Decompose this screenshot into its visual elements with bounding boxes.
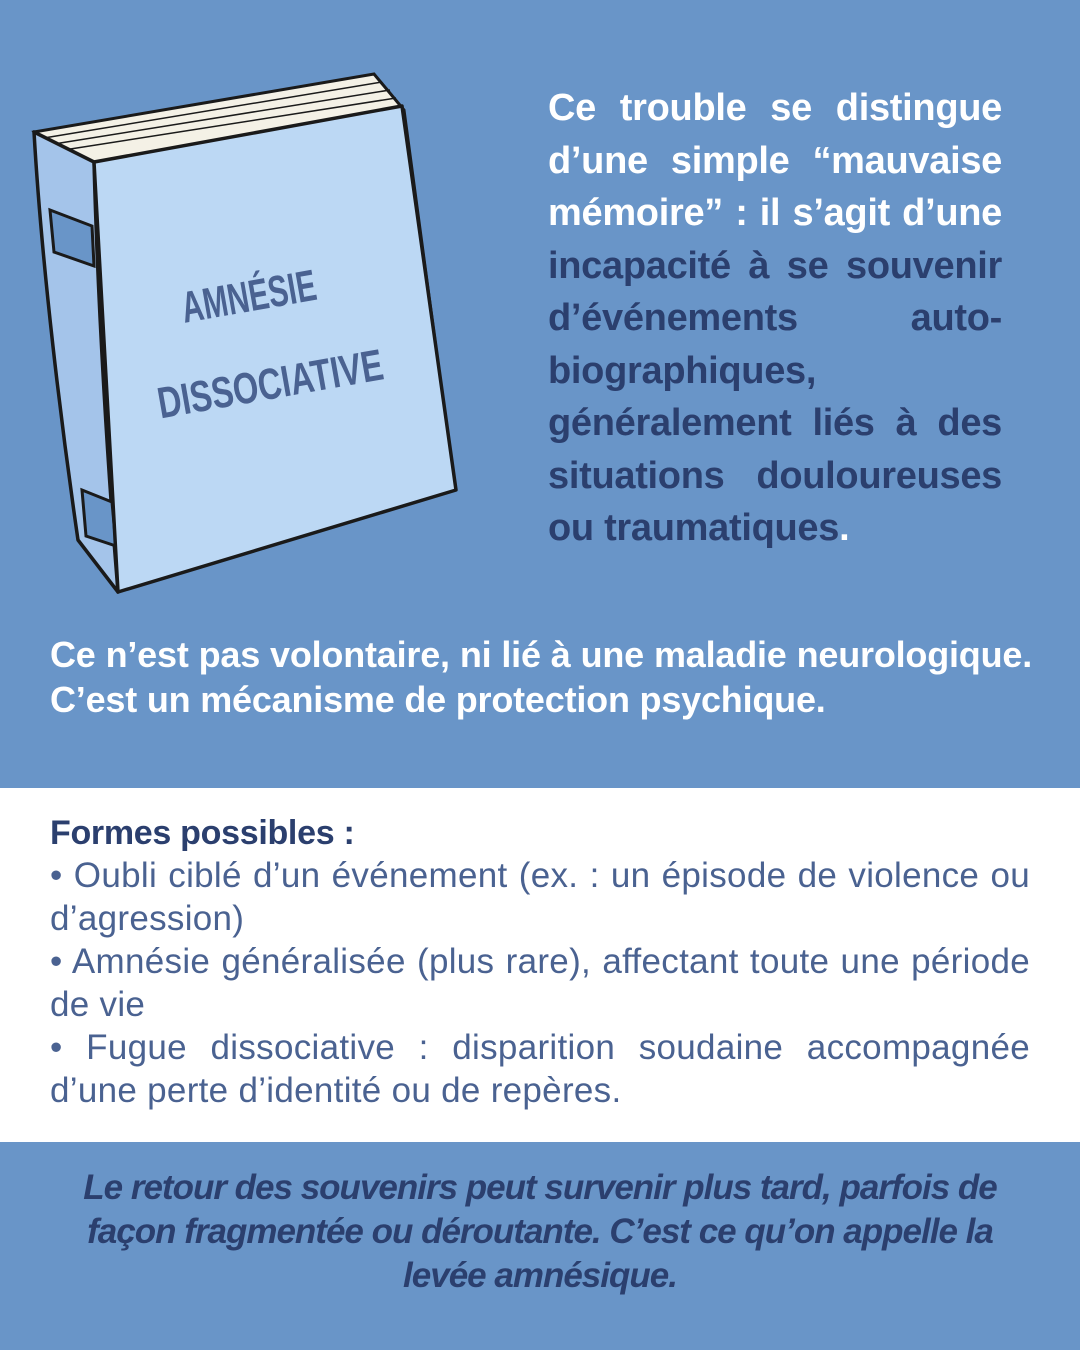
forms-panel (0, 788, 1080, 1142)
forms-title: Formes possibles : (50, 814, 355, 852)
book-title-line2: DISSOCIATIVE (153, 326, 465, 429)
intro-paragraph (548, 82, 1002, 555)
intro-part1: Ce trouble se distingue d’une simple “mauvaise mémoire” : il s’agit d’une (548, 87, 1002, 234)
forms-item-generalized: • Amnésie généralisée (plus rare), affectant toute une période de vie (50, 942, 1030, 1024)
intro-part2: incapacité à se souvenir d’événements auto-biographiques, généralement liés à des situations douloureuses ou traumatiques (548, 244, 1002, 549)
forms-item-targeted: • Oubli ciblé d’un événement (ex. : un épisode de violence ou d’agression) (50, 856, 1030, 938)
book-illustration (22, 70, 472, 600)
forms-content (50, 812, 1030, 1112)
note-paragraph: Ce n’est pas volontaire, ni lié à une maladie neurologique. C’est un mécanisme de protection psychique. (50, 634, 1032, 720)
forms-item-fugue: • Fugue dissociative : disparition soudaine accompagnée d’une perte d’identité ou de repères. (50, 1028, 1030, 1110)
book-title-line1: AMNÉSIE (177, 249, 384, 333)
intro-part3: . (839, 507, 850, 549)
conclusion-text: Le retour des souvenirs peut survenir plus tard, parfois de façon fragmentée ou déroutante. C’est ce qu’on appelle la levée amnésique. (83, 1168, 997, 1295)
book-cover (94, 106, 465, 592)
